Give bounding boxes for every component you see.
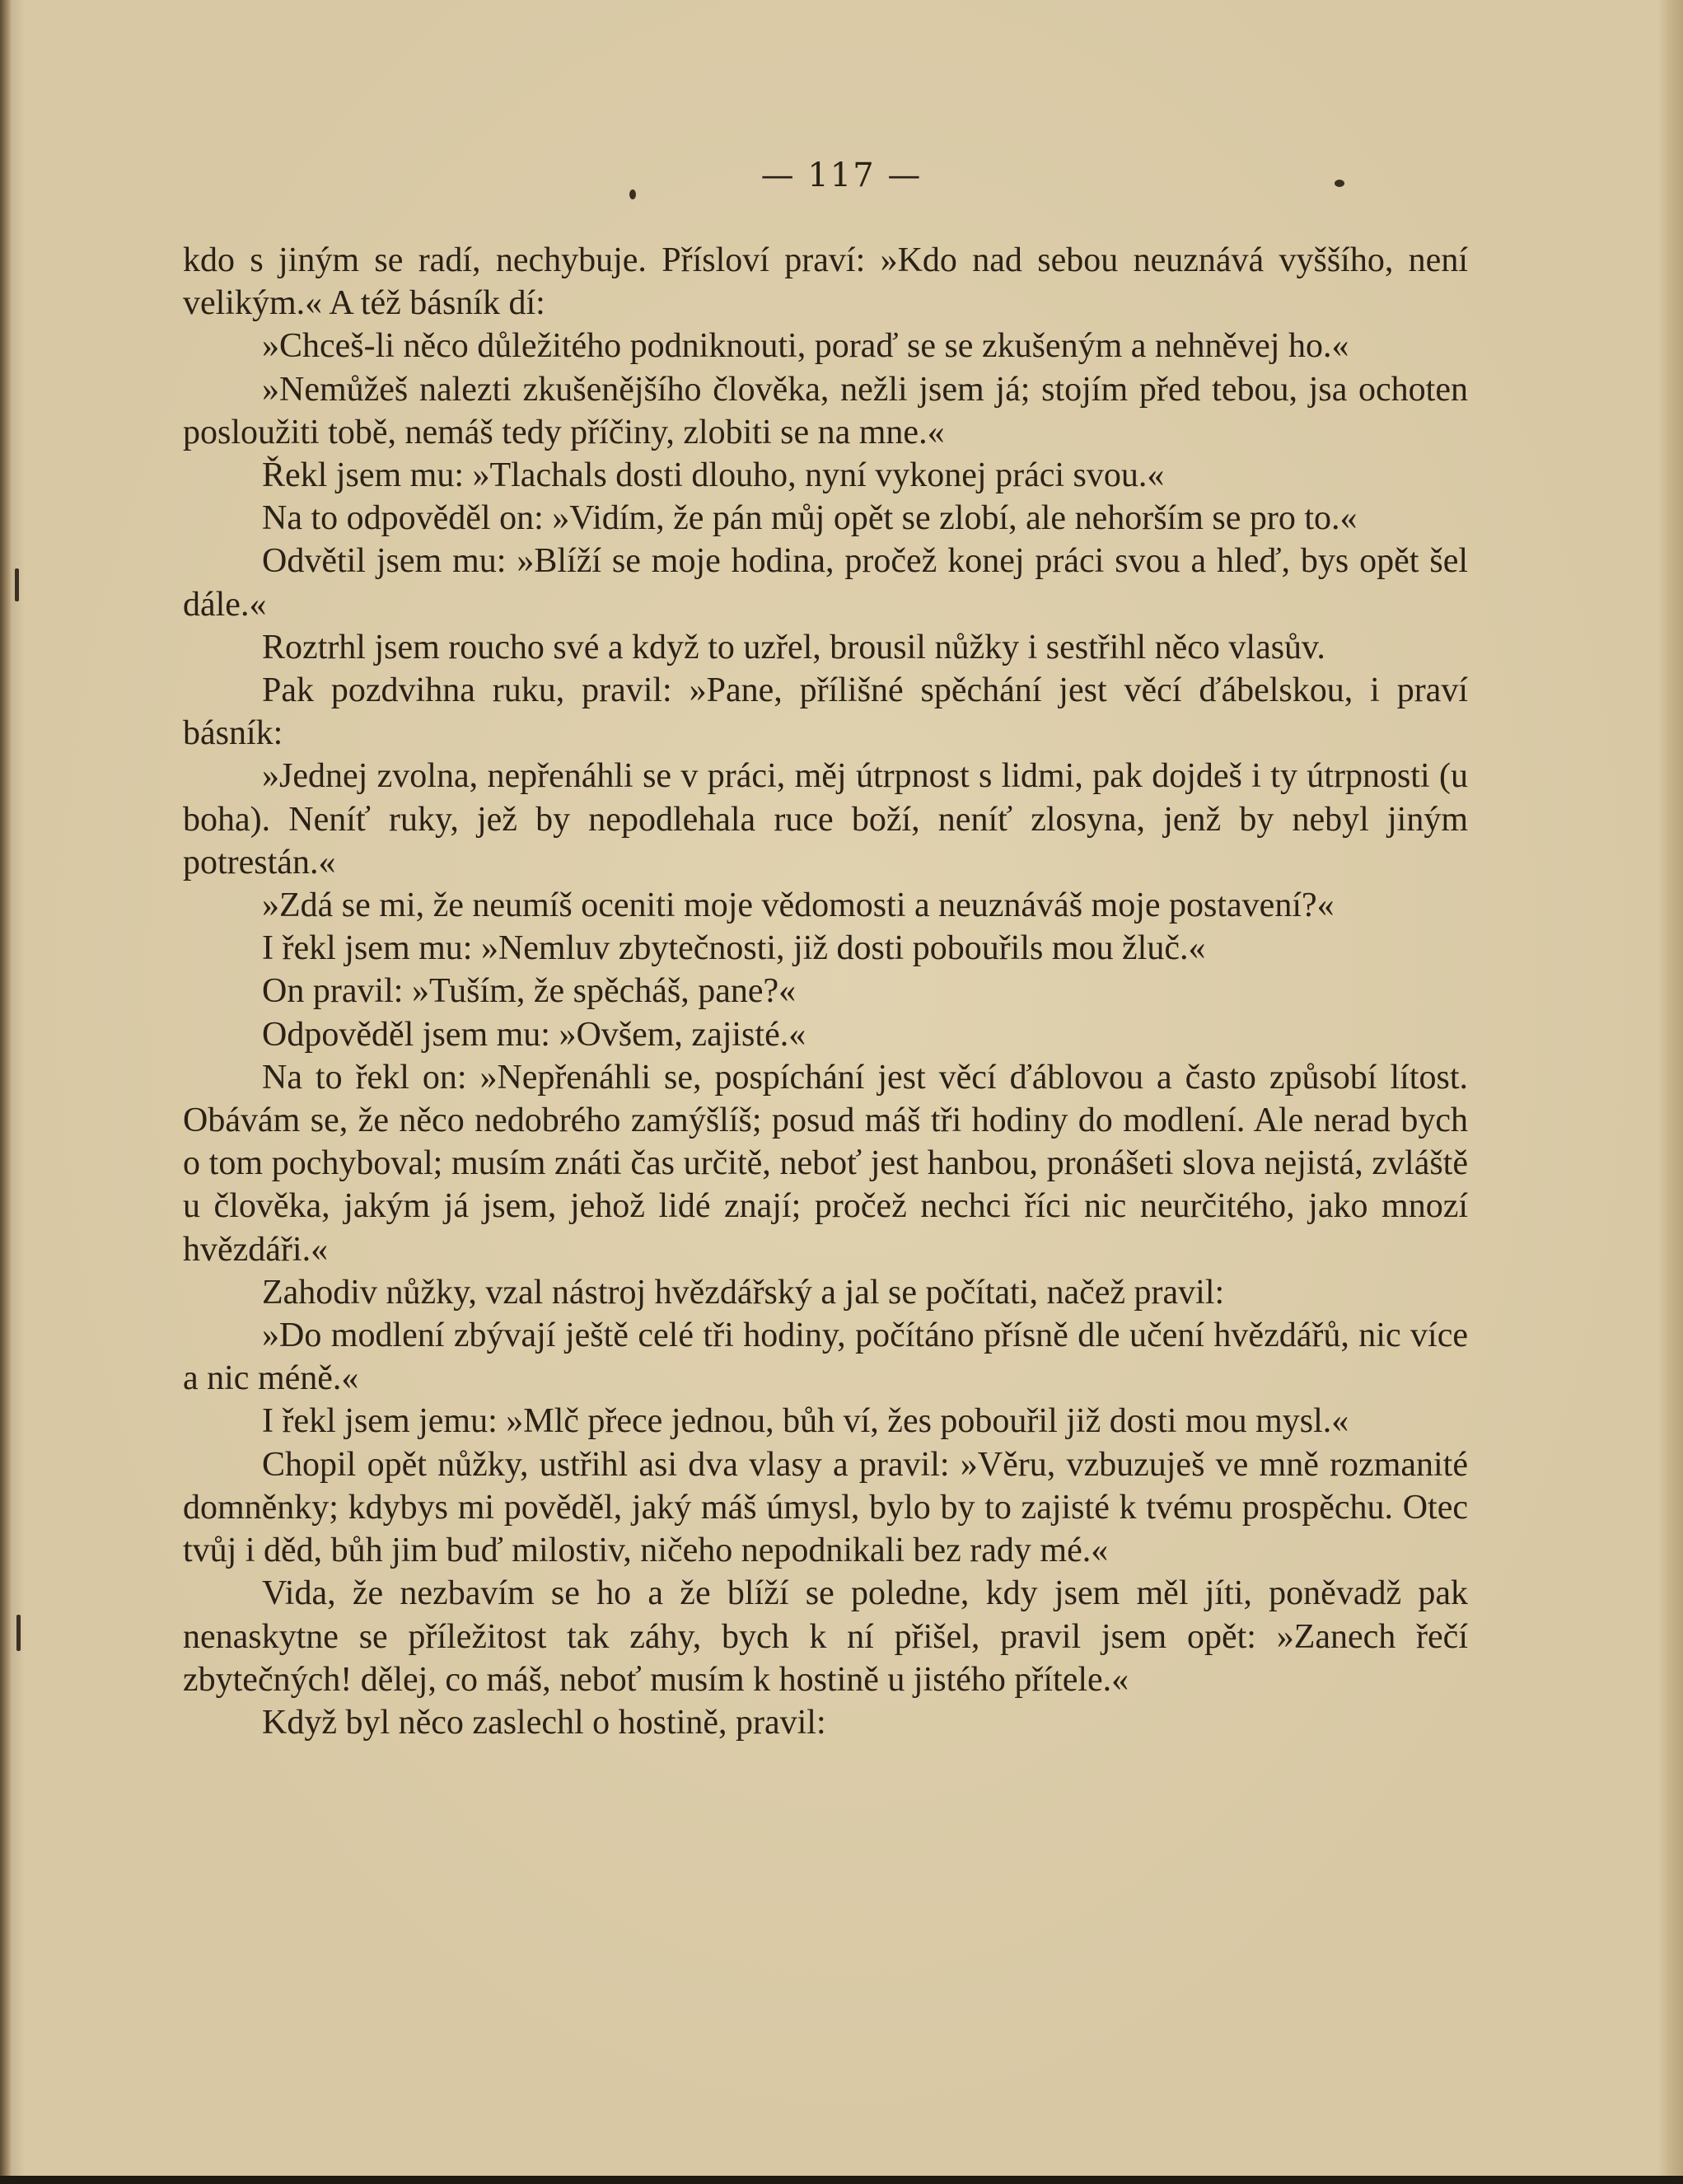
paragraph: »Nemůžeš nalezti zkušenějšího člověka, nežli jsem já; stojím před tebou, jsa ochoten posloužiti tobě, nemáš tedy příčiny, zlobiti se na mne.« xyxy=(183,370,1468,451)
paragraph: Chopil opět nůžky, ustřihl asi dva vlasy a pravil: »Věru, vzbuzuješ ve mně rozmanité domněnky; kdybys mi pověděl, jaký máš úmysl, bylo by to zajisté k tvému prospěchu. Otec tvůj i děd, bůh jim buď milostiv, ničeho nepodnikali bez rady mé.« xyxy=(183,1445,1468,1570)
paragraph: On pravil: »Tuším, že spěcháš, pane?« xyxy=(262,972,797,1011)
paragraph: »Zdá se mi, že neumíš oceniti moje vědomosti a neuznáváš moje postavení?« xyxy=(262,886,1335,925)
paragraph: Na to odpověděl on: »Vidím, že pán můj opět se zlobí, ale nehorším se pro to.« xyxy=(262,499,1358,538)
page-bottom-edge xyxy=(0,2176,1683,2184)
paragraph: »Jednej zvolna, nepřenáhli se v práci, měj útrpnost s lidmi, pak dojdeš i ty útrpnosti (u boha). Neníť ruky, jež by nepodlehala ruce boží, neníť zlosyna, jenž by nebyl jiným potrestán.« xyxy=(183,757,1468,882)
paragraph: I řekl jsem mu: »Nemluv zbytečnosti, již dosti pobouřils mou žluč.« xyxy=(262,929,1206,968)
paragraph: Řekl jsem mu: »Tlachals dosti dlouho, nyní vykonej práci svou.« xyxy=(262,456,1165,495)
page-left-edge xyxy=(0,0,12,2184)
paragraph: I řekl jsem jemu: »Mlč přece jednou, bůh ví, žes pobouřil již dosti mou mysl.« xyxy=(262,1402,1349,1441)
paragraph: Roztrhl jsem roucho své a když to uzřel, brousil nůžky i sestřihl něco vlasův. xyxy=(262,628,1325,666)
paragraph: »Do modlení zbývají ještě celé tři hodiny, počítáno přísně dle učení hvězdářů, nic více a nic méně.« xyxy=(183,1316,1468,1398)
paragraph: Odvětil jsem mu: »Blíží se moje hodina, pročež konej práci svou a hleď, bys opět šel dále.« xyxy=(183,542,1468,624)
page-right-edge xyxy=(1658,0,1683,2184)
ink-speck xyxy=(15,568,19,601)
body-text xyxy=(183,239,1468,1744)
paragraph: »Chceš-li něco důležitého podniknouti, poraď se se zkušeným a nehněvej ho.« xyxy=(262,327,1349,366)
ink-speck xyxy=(16,1615,21,1651)
page-number: — 117 — xyxy=(760,157,923,194)
paragraph: Zahodiv nůžky, vzal nástroj hvězdářský a jal se počítati, načež pravil: xyxy=(262,1273,1225,1312)
paragraph: kdo s jiným se radí, nechybuje. Přísloví praví: »Kdo nad sebou neuznává vyššího, není velikým.« A též básník dí: xyxy=(183,241,1468,323)
paragraph: Pak pozdvihna ruku, pravil: »Pane, přílišné spěchání jest věcí ďábelskou, i praví básník: xyxy=(183,671,1468,753)
paragraph: Odpověděl jsem mu: »Ovšem, zajisté.« xyxy=(262,1015,806,1054)
paragraph: Na to řekl on: »Nepřenáhli se, pospíchání jest věcí ďáblovou a často způsobí lítost. Obávám se, že něco nedobrého zamýšlíš; posud máš tři hodiny do modlení. Ale nerad bych o tom pochyboval; musím znáti čas určitě, neboť jest hanbou, pronášeti slova nejistá, zvláště u člověka, jakým já jsem, jehož lidé znají; pročež nechci říci nic neurčitého, jako mnozí hvězdáři.« xyxy=(183,1058,1468,1269)
paragraph: Vida, že nezbavím se ho a že blíží se poledne, kdy jsem měl jíti, poněvadž pak nenaskytne se příležitost tak záhy, bych k ní přišel, pravil jsem opět: »Zanech řečí zbytečných! dělej, co máš, neboť musím k hostině u jistého přítele.« xyxy=(183,1574,1468,1699)
paragraph: Když byl něco zaslechl o hostině, pravil: xyxy=(262,1703,826,1742)
